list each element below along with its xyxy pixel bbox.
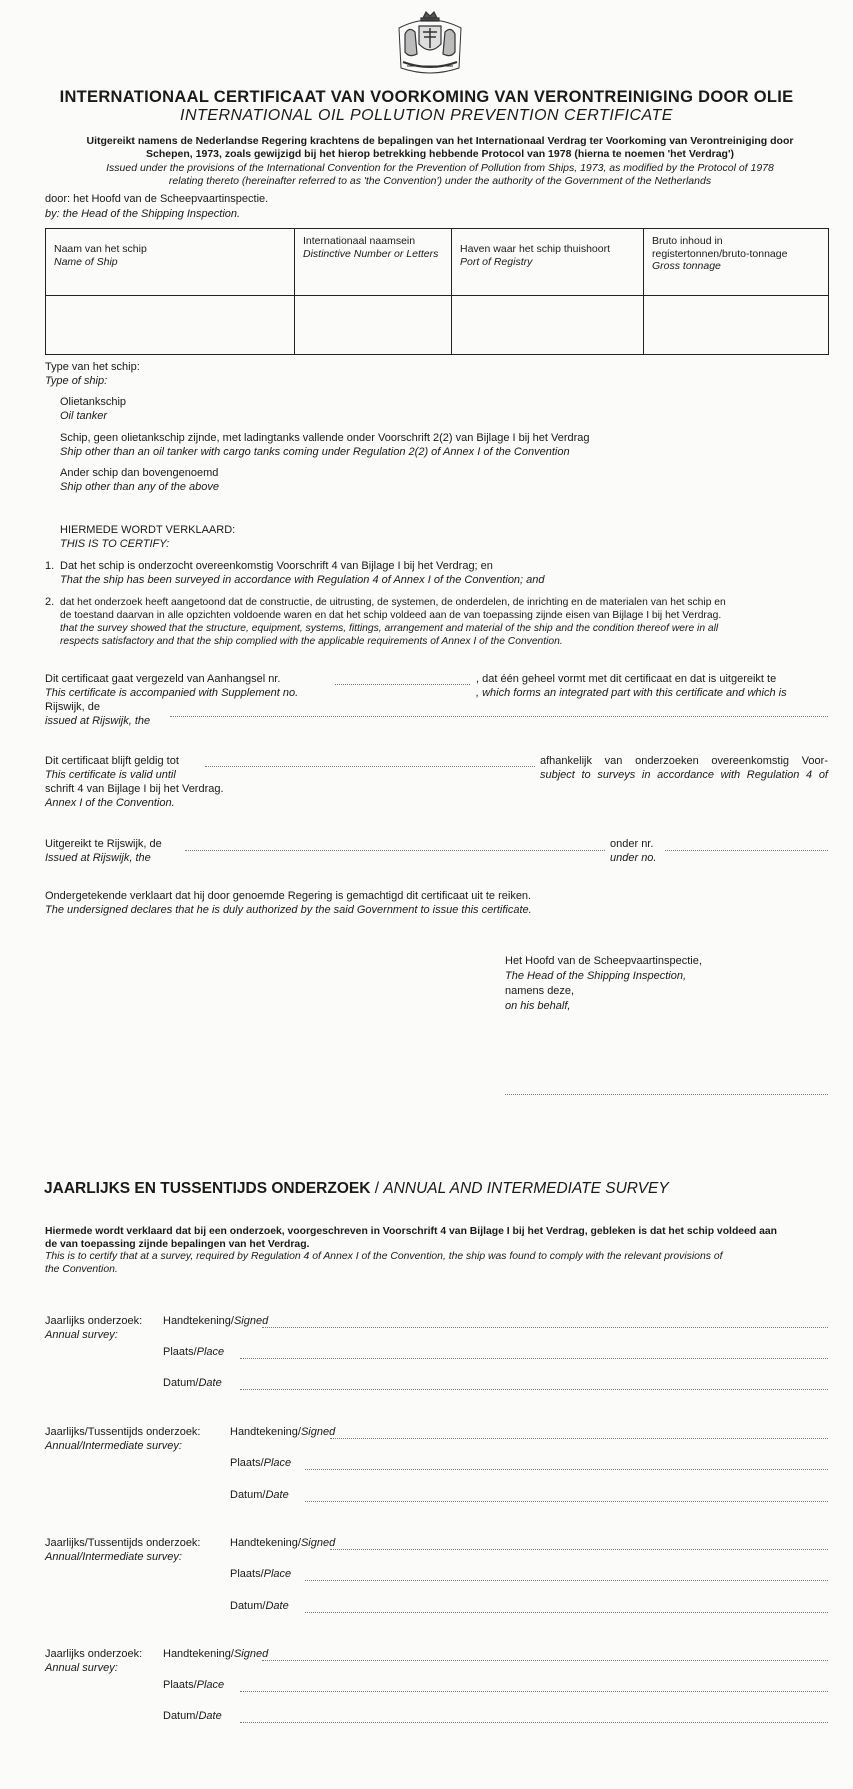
signature-l2-en: on his behalf, xyxy=(505,1000,571,1012)
signed-field[interactable] xyxy=(262,1327,828,1328)
annual-title-nl: JAARLIJKS EN TUSSENTIJDS ONDERZOEK xyxy=(44,1180,371,1197)
annual-survey-block xyxy=(45,1648,142,1675)
date-label: Datum/Date xyxy=(230,1489,289,1501)
place-label: Plaats/Place xyxy=(230,1457,292,1469)
ship-type-opt3-en: Ship other than any of the above xyxy=(60,480,220,493)
issued-date-field[interactable] xyxy=(185,850,605,851)
date-field[interactable] xyxy=(240,1722,828,1723)
ship-type-label-en: Type of ship: xyxy=(45,374,108,387)
annual-intermediate-survey-block xyxy=(45,1426,201,1453)
place-label: Plaats/Place xyxy=(163,1346,225,1358)
issued-at-nl: Uitgereikt te Rijswijk, de xyxy=(45,838,162,850)
survey-label-en: Annual survey: xyxy=(45,1661,118,1674)
certify-p2-nl-line1: dat het onderzoek heeft aangetoond dat de constructie, de uitrusting, de systemen, de onderdelen, de inrichting en de materialen van het schip en xyxy=(60,597,726,608)
ship-type-label-nl: Type van het schip: xyxy=(45,361,140,373)
date-label: Datum/Date xyxy=(163,1377,222,1389)
place-field[interactable] xyxy=(240,1358,828,1359)
title-nl: INTERNATIONAAL CERTIFICAAT VAN VOORKOMING VAN VERONTREINIGING DOOR OLIE xyxy=(59,88,794,106)
annual-title-en: ANNUAL AND INTERMEDIATE SURVEY xyxy=(383,1180,669,1197)
certify-p1-nl: Dat het schip is onderzocht overeenkomstig Voorschrift 4 van Bijlage I bij het Verdrag; en xyxy=(60,560,493,572)
place-label: Plaats/Place xyxy=(163,1679,225,1691)
ship-type-opt1-nl[interactable]: Olietankschip xyxy=(60,396,127,408)
issued-at-en: Issued at Rijswijk, the xyxy=(45,852,151,864)
col-tonnage-en: Gross tonnage xyxy=(652,260,721,272)
signature-l1-en: The Head of the Shipping Inspection, xyxy=(505,970,687,982)
signature-l1-nl: Het Hoofd van de Scheepvaartinspectie, xyxy=(505,955,702,967)
certify-heading-nl: HIERMEDE WORDT VERKLAARD: xyxy=(60,524,236,536)
supplement-nl-b: , dat één geheel vormt met dit certificaat en dat is uitgereikt te xyxy=(476,673,777,685)
certify-p1-en: That the ship has been surveyed in accordance with Regulation 4 of Annex I of the Convention; and xyxy=(60,573,545,586)
supplement-en-b: , which forms an integrated part with this certificate and which is xyxy=(476,687,787,699)
annual-intermediate-survey-block xyxy=(45,1537,201,1564)
supplement-place-en: issued at Rijswijk, the xyxy=(45,715,151,727)
col-tonnage-nl: Bruto inhoud in registertonnen/bruto-tonnage xyxy=(652,235,788,260)
annual-title-separator: / xyxy=(370,1180,384,1197)
supplement-number-field[interactable] xyxy=(335,684,470,685)
annual-survey-block xyxy=(45,1315,142,1342)
declaration-nl: Ondergetekende verklaart dat hij door genoemde Regering is gemachtigd dit certificaat uit te reiken. xyxy=(45,890,532,902)
certify-p2-en-line2: respects satisfactory and that the ship complied with the applicable requirements of Annex I of the Convention. xyxy=(60,636,563,647)
item-number-2: 2. xyxy=(45,596,55,608)
supplement-place-nl: Rijswijk, de xyxy=(45,701,101,713)
item-number-1: 1. xyxy=(45,560,55,572)
certify-p2-en-line1: that the survey showed that the structure, equipment, systems, fittings, arrangement and material of the ship and the condition thereof were in all xyxy=(60,623,719,634)
supplement-en-a: This certificate is accompanied with Supplement no. xyxy=(45,687,299,699)
issued-under-nl-line1: Uitgereikt namens de Nederlandse Regering krachtens de bepalingen van het Internationaal Verdrag ter Voorkoming van Verontreiniging door xyxy=(86,135,794,147)
date-label: Datum/Date xyxy=(230,1600,289,1612)
signed-field[interactable] xyxy=(262,1660,828,1661)
survey-label-en: Annual/Intermediate survey: xyxy=(45,1550,182,1563)
col-ship-name-en: Name of Ship xyxy=(54,255,118,268)
signed-label: Handtekening/Signed xyxy=(230,1426,336,1438)
date-field[interactable] xyxy=(240,1389,828,1390)
ship-name-field[interactable] xyxy=(46,296,295,355)
issued-by-en: by: the Head of the Shipping Inspection. xyxy=(45,208,241,220)
annual-section-title xyxy=(44,1180,669,1198)
issued-under-nl-line2: Schepen, 1973, zoals gewijzigd bij het hierop betrekking hebbende Protocol van 1978 (hierna te noemen 'het Verdrag') xyxy=(146,147,734,160)
ship-type-opt2-en: Ship other than an oil tanker with cargo tanks coming under Regulation 2(2) of Annex I of the Convention xyxy=(60,445,570,458)
ship-type-opt1-en: Oil tanker xyxy=(60,409,108,422)
coat-of-arms-seal xyxy=(393,8,467,78)
distinctive-number-field[interactable] xyxy=(295,296,452,355)
validity-en-c: Annex I of the Convention. xyxy=(45,797,175,809)
survey-label-nl: Jaarlijks/Tussentijds onderzoek: xyxy=(45,1537,201,1549)
ship-particulars-table xyxy=(45,228,829,355)
validity-nl-a: Dit certificaat blijft geldig tot xyxy=(45,755,179,767)
signature-l2-nl: namens deze, xyxy=(505,985,575,997)
signed-field[interactable] xyxy=(330,1438,828,1439)
validity-en-b: subject to surveys in accordance with Regulation 4 of xyxy=(540,769,828,781)
col-distinctive-en: Distinctive Number or Letters xyxy=(303,247,439,260)
place-field[interactable] xyxy=(305,1469,828,1470)
date-field[interactable] xyxy=(305,1612,828,1613)
port-of-registry-field[interactable] xyxy=(452,296,644,355)
ship-type-opt3-nl[interactable]: Ander schip dan bovengenoemd xyxy=(60,467,219,479)
annual-intro-en-line2: the Convention. xyxy=(45,1263,118,1275)
place-field[interactable] xyxy=(305,1580,828,1581)
supplement-nl-a: Dit certificaat gaat vergezeld van Aanhangsel nr. xyxy=(45,673,281,685)
validity-nl-b: afhankelijk van onderzoeken overeenkomstig Voor- xyxy=(540,755,828,767)
survey-label-en: Annual/Intermediate survey: xyxy=(45,1439,182,1452)
col-ship-name-nl: Naam van het schip xyxy=(54,243,147,255)
date-field[interactable] xyxy=(305,1501,828,1502)
annual-intro-nl-line1: Hiermede wordt verklaard dat bij een onderzoek, voorgeschreven in Voorschrift 4 van Bijlage I bij het Verdrag, gebleken is dat het schip voldeed aan xyxy=(45,1226,777,1237)
annual-intro-en-line1: This is to certify that at a survey, required by Regulation 4 of Annex I of the Convention, the ship was found to comply with the relevant provisions of xyxy=(45,1251,723,1262)
certify-p2-nl-line2: de toestand daarvan in alle opzichten voldoende waren en dat het schip voldeed aan de van toepassing zijnde eisen van Bijlage I bij het Verdrag. xyxy=(60,610,722,621)
signed-label: Handtekening/Signed xyxy=(163,1315,269,1327)
signed-label: Handtekening/Signed xyxy=(163,1648,269,1660)
annual-intro-nl-line2: de van toepassing zijnde bepalingen van het Verdrag. xyxy=(45,1238,310,1250)
survey-label-nl: Jaarlijks onderzoek: xyxy=(45,1315,143,1327)
survey-label-nl: Jaarlijks/Tussentijds onderzoek: xyxy=(45,1426,201,1438)
title-en: INTERNATIONAL OIL POLLUTION PREVENTION CERTIFICATE xyxy=(180,107,673,124)
issued-under-en-line2: relating thereto (hereinafter referred to as 'the Convention') under the authority of the Government of the Netherlands xyxy=(168,174,712,187)
issued-under-en-line1: Issued under the provisions of the International Convention for the Prevention of Pollution from Ships, 1973, as modified by the Protocol of 1978 xyxy=(106,162,774,174)
validity-nl-c: schrift 4 van Bijlage I bij het Verdrag. xyxy=(45,783,224,795)
survey-label-nl: Jaarlijks onderzoek: xyxy=(45,1648,143,1660)
place-field[interactable] xyxy=(240,1691,828,1692)
signed-label: Handtekening/Signed xyxy=(230,1537,336,1549)
signed-field[interactable] xyxy=(330,1549,828,1550)
survey-label-en: Annual survey: xyxy=(45,1328,118,1341)
valid-until-field[interactable] xyxy=(205,766,535,767)
validity-en-a: This certificate is valid until xyxy=(45,769,176,781)
ship-type-opt2-nl[interactable]: Schip, geen olietankschip zijnde, met ladingtanks vallende onder Voorschrift 2(2) van Bijlage I bij het Verdrag xyxy=(60,432,590,444)
head-signature-field[interactable] xyxy=(505,1094,828,1095)
supplement-date-field[interactable] xyxy=(170,716,828,717)
issued-no-en: under no. xyxy=(610,852,657,864)
col-distinctive-nl: Internationaal naamsein xyxy=(303,235,416,247)
issued-no-nl: onder nr. xyxy=(610,838,654,850)
issued-by-nl: door: het Hoofd van de Scheepvaartinspectie. xyxy=(45,193,269,205)
certify-heading-en: THIS IS TO CERTIFY: xyxy=(60,537,170,550)
gross-tonnage-field[interactable] xyxy=(644,296,829,355)
declaration-en: The undersigned declares that he is duly authorized by the said Government to issue this certificate. xyxy=(45,904,532,916)
col-port-en: Port of Registry xyxy=(460,255,533,268)
col-port-nl: Haven waar het schip thuishoort xyxy=(460,243,610,255)
date-label: Datum/Date xyxy=(163,1710,222,1722)
place-label: Plaats/Place xyxy=(230,1568,292,1580)
issued-number-field[interactable] xyxy=(665,850,828,851)
